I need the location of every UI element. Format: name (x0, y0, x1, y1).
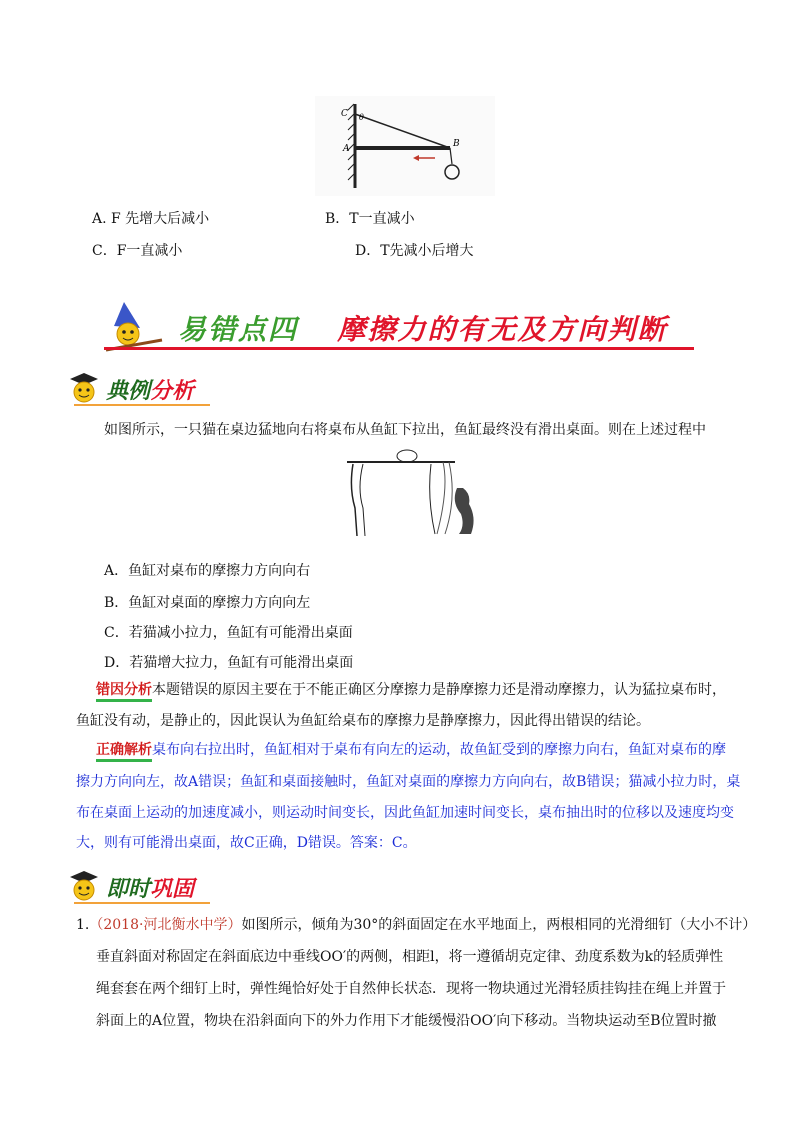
practice-heading-text (106, 872, 194, 903)
section-title-prefix: 易错点四 (178, 313, 299, 346)
example-heading-underline (74, 404, 210, 406)
wizard-mascot-icon (104, 300, 166, 354)
top-figure (315, 96, 495, 196)
example-option-b: B．鱼缸对桌面的摩擦力方向向左 (104, 595, 311, 611)
example-option-a: A．鱼缸对桌布的摩擦力方向向右 (104, 563, 311, 579)
answer-line-3: 布在桌面上运动的加速度减小，则运动时间变长，因此鱼缸加速时间变长，桌布抽出时的位移以及速度均变 (76, 805, 734, 821)
practice-q1-line-3: 绳套套在两个细钉上时，弹性绳恰好处于自然伸长状态．现将一物块通过光滑轻质挂钩挂在绳上并置于 (96, 981, 726, 997)
label-c: C (341, 109, 348, 119)
section-underline (104, 347, 694, 350)
graduate-mascot-icon (66, 370, 102, 408)
q1-line-1-text: 如图所示，倾角为30°的斜面固定在水平地面上，两根相同的光滑细钉（大小不计） (241, 917, 757, 933)
label-b: B (453, 139, 460, 149)
answer-label: 正确解析 (96, 742, 152, 762)
answer-line-1: 桌布向右拉出时，鱼缸相对于桌布有向左的运动，故鱼缸受到的摩擦力向右，鱼缸对桌布的摩 (152, 742, 726, 758)
answer-analysis (96, 735, 756, 765)
example-heading-text (106, 374, 194, 405)
error-line-1: 本题错误的原因主要在于不能正确区分摩擦力是静摩擦力还是滑动摩擦力，认为猛拉桌布时， (152, 682, 726, 698)
example-heading-b: 分析 (150, 378, 195, 404)
practice-heading-underline (74, 902, 210, 904)
practice-q1-line-4: 斜面上的A位置，物块在沿斜面向下的外力作用下才能缓慢沿OO′向下移动。当物块运动至B位置时撤 (96, 1013, 717, 1029)
practice-q1-line-1 (76, 910, 756, 940)
q1-source: （2018·河北衡水中学） (89, 917, 242, 933)
practice-q1-line-2: 垂直斜面对称固定在斜面底边中垂线OO′的两侧，相距l，将一遵循胡克定律、劲度系数为k的轻质弹性 (96, 949, 724, 965)
q1-number: 1. (76, 917, 90, 933)
section-title-main: 摩擦力的有无及方向判断 (337, 313, 668, 346)
label-a: A (343, 144, 350, 154)
example-heading-a: 典例 (106, 378, 151, 404)
top-option-d: D．T先减小后增大 (355, 243, 474, 259)
section-title (178, 308, 668, 348)
practice-heading (66, 868, 216, 908)
practice-heading-a: 即时 (106, 876, 151, 902)
example-heading (66, 370, 216, 410)
error-label: 错因分析 (96, 682, 152, 702)
answer-line-4: 大，则有可能滑出桌面，故C正确，D错误。答案：C。 (76, 835, 417, 851)
top-option-b: B．T一直减小 (325, 211, 415, 227)
error-line-2: 鱼缸没有动，是静止的，因此误认为鱼缸给桌布的摩擦力是静摩擦力，因此得出错误的结论。 (76, 713, 650, 729)
error-analysis (96, 675, 736, 705)
top-option-c: C．F一直减小 (92, 243, 183, 259)
label-theta: θ (359, 113, 364, 122)
wall-bar-diagram (315, 96, 495, 196)
example-stem: 如图所示，一只猫在桌边猛地向右将桌布从鱼缸下拉出，鱼缸最终没有滑出桌面。则在上述过程中 (104, 422, 706, 438)
cat-figure (345, 448, 485, 540)
top-option-a: A. F 先增大后减小 (92, 211, 210, 227)
example-option-d: D．若猫增大拉力，鱼缸有可能滑出桌面 (104, 655, 354, 671)
practice-heading-b: 巩固 (150, 876, 195, 902)
graduate-mascot-icon (66, 868, 102, 906)
section-banner (104, 300, 694, 354)
cat-table-diagram (345, 448, 485, 540)
example-option-c: C．若猫减小拉力，鱼缸有可能滑出桌面 (104, 625, 353, 641)
answer-line-2: 擦力方向向左，故A错误；鱼缸和桌面接触时，鱼缸对桌面的摩擦力方向向右，故B错误；猫减小拉力时，桌 (76, 774, 741, 790)
